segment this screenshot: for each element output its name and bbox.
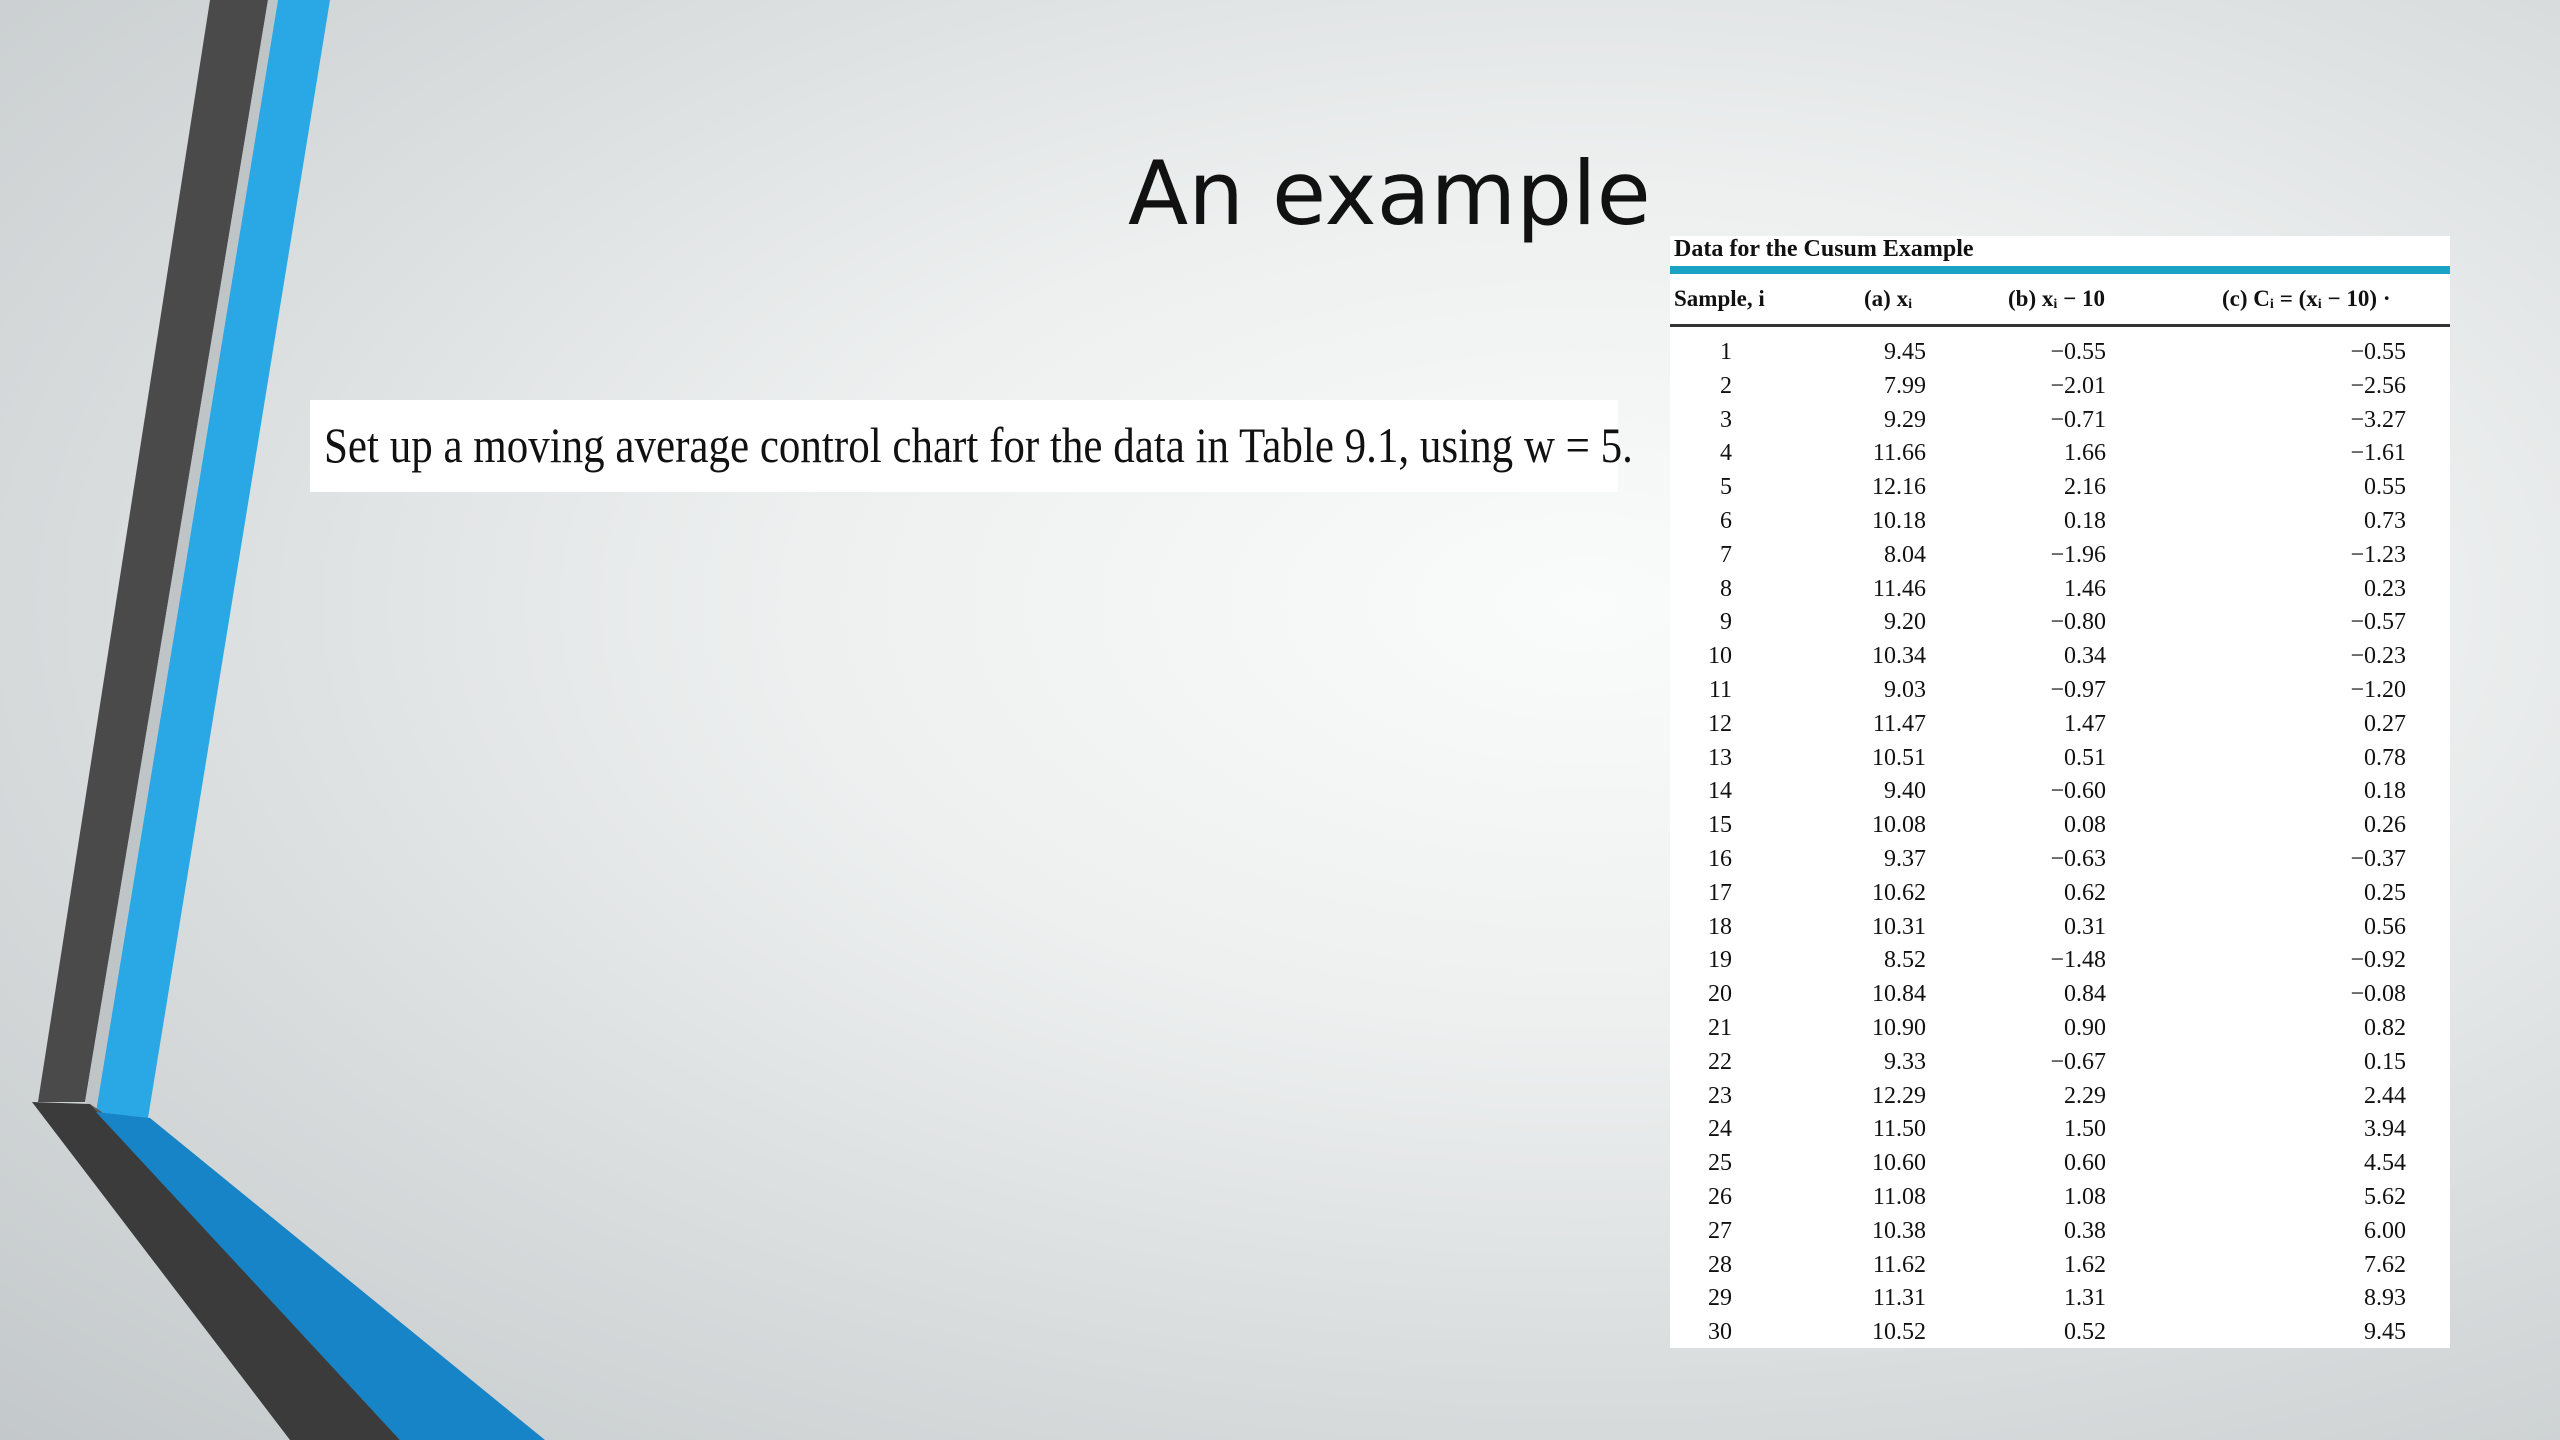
cell-x: 10.60 — [1872, 1150, 1926, 1177]
cell-x: 10.34 — [1872, 643, 1926, 670]
table-row — [1670, 809, 2450, 843]
cell-x: 10.38 — [1872, 1217, 1926, 1244]
table-row — [1670, 404, 2450, 438]
cell-x: 10.62 — [1872, 879, 1926, 906]
table-row — [1670, 1080, 2450, 1114]
cell-sample: 3 — [1720, 406, 1732, 433]
problem-statement: Set up a moving average control chart for the data in Table 9.1, using w = 5. — [324, 417, 1633, 473]
cell-cusum: 0.55 — [2364, 474, 2406, 501]
cell-cusum: 0.56 — [2364, 913, 2406, 940]
header-b: (b) xᵢ − 10 — [2008, 286, 2106, 311]
dark-diagonal-band — [32, 1102, 400, 1440]
cusum-data-table — [1670, 236, 2450, 1348]
cell-cusum: −2.56 — [2350, 372, 2406, 399]
cell-deviation: 0.34 — [2064, 643, 2106, 670]
cell-x: 10.31 — [1872, 913, 1926, 940]
cell-cusum: 9.45 — [2364, 1319, 2406, 1346]
cell-deviation: 1.31 — [2064, 1285, 2106, 1312]
cell-cusum: 5.62 — [2364, 1183, 2406, 1210]
table-row — [1670, 877, 2450, 911]
cell-deviation: 0.51 — [2064, 744, 2106, 771]
cell-x: 11.50 — [1872, 1116, 1926, 1143]
cell-sample: 16 — [1708, 845, 1732, 872]
table-row — [1670, 944, 2450, 978]
cell-cusum: −0.92 — [2350, 947, 2406, 974]
cell-deviation: −0.60 — [2050, 778, 2106, 805]
cell-x: 7.99 — [1884, 372, 1926, 399]
table-row — [1670, 640, 2450, 674]
cell-sample: 27 — [1708, 1217, 1732, 1244]
slide-title: An example — [1128, 142, 1651, 245]
cell-sample: 24 — [1708, 1116, 1732, 1143]
cell-deviation: 0.62 — [2064, 879, 2106, 906]
cell-x: 11.47 — [1872, 710, 1926, 737]
cell-deviation: 0.84 — [2064, 981, 2106, 1008]
cell-x: 11.66 — [1872, 440, 1926, 467]
table-row — [1670, 1113, 2450, 1147]
cell-cusum: −0.23 — [2350, 643, 2406, 670]
table-row — [1670, 1046, 2450, 1080]
cell-sample: 29 — [1708, 1285, 1732, 1312]
cell-sample: 22 — [1708, 1048, 1732, 1075]
header-a: (a) xᵢ — [1864, 286, 1913, 311]
table-row — [1670, 1181, 2450, 1215]
cell-sample: 5 — [1720, 474, 1732, 501]
table-row — [1670, 1215, 2450, 1249]
cell-deviation: 1.08 — [2064, 1183, 2106, 1210]
cell-x: 10.90 — [1872, 1014, 1926, 1041]
table-row — [1670, 775, 2450, 809]
cell-x: 12.16 — [1872, 474, 1926, 501]
problem-statement-box — [310, 400, 1633, 492]
cell-deviation: 1.46 — [2064, 575, 2106, 602]
cell-cusum: 0.23 — [2364, 575, 2406, 602]
cell-sample: 28 — [1708, 1251, 1732, 1278]
header-c: (c) Cᵢ = (xᵢ − 10) · — [2222, 286, 2391, 311]
cell-deviation: 0.60 — [2064, 1150, 2106, 1177]
table-row — [1670, 1316, 2450, 1350]
table-row — [1670, 1012, 2450, 1046]
cell-deviation: −0.71 — [2050, 406, 2106, 433]
table-row — [1670, 471, 2450, 505]
table-row — [1670, 437, 2450, 471]
cell-sample: 12 — [1708, 710, 1732, 737]
cell-sample: 20 — [1708, 981, 1732, 1008]
cell-sample: 30 — [1708, 1319, 1732, 1346]
cell-cusum: −0.57 — [2350, 609, 2406, 636]
cell-x: 10.18 — [1872, 507, 1926, 534]
cell-x: 8.52 — [1884, 947, 1926, 974]
cell-cusum: 0.73 — [2364, 507, 2406, 534]
cell-x: 9.03 — [1884, 676, 1926, 703]
cell-cusum: 0.25 — [2364, 879, 2406, 906]
cell-deviation: 0.38 — [2064, 1217, 2106, 1244]
cell-x: 10.51 — [1872, 744, 1926, 771]
cell-deviation: 1.62 — [2064, 1251, 2106, 1278]
cell-sample: 4 — [1720, 440, 1732, 467]
cell-deviation: 0.90 — [2064, 1014, 2106, 1041]
cell-deviation: 0.31 — [2064, 913, 2106, 940]
table-row — [1670, 336, 2450, 370]
cell-sample: 25 — [1708, 1150, 1732, 1177]
table-row — [1670, 539, 2450, 573]
cell-cusum: 0.18 — [2364, 778, 2406, 805]
cell-x: 9.20 — [1884, 609, 1926, 636]
cell-sample: 17 — [1708, 879, 1732, 906]
cell-deviation: −1.96 — [2050, 541, 2106, 568]
cell-cusum: −0.55 — [2350, 339, 2406, 365]
cell-cusum: 8.93 — [2364, 1285, 2406, 1312]
table-row — [1670, 505, 2450, 539]
table-row — [1670, 911, 2450, 945]
cell-x: 10.52 — [1872, 1319, 1926, 1346]
cell-cusum: 0.15 — [2364, 1048, 2406, 1075]
table-row — [1670, 843, 2450, 877]
cell-sample: 13 — [1708, 744, 1732, 771]
cell-cusum: 0.78 — [2364, 744, 2406, 771]
cell-deviation: 1.66 — [2064, 440, 2106, 467]
cell-sample: 23 — [1708, 1082, 1732, 1109]
cell-x: 11.46 — [1872, 575, 1926, 602]
cell-x: 12.29 — [1872, 1082, 1926, 1109]
cell-sample: 15 — [1708, 812, 1732, 839]
cell-sample: 19 — [1708, 947, 1732, 974]
cell-x: 11.31 — [1872, 1285, 1926, 1312]
cell-deviation: 2.16 — [2064, 474, 2106, 501]
cell-x: 8.04 — [1884, 541, 1926, 568]
header-sample: Sample, i — [1674, 286, 1765, 311]
cell-cusum: 3.94 — [2364, 1116, 2406, 1143]
table-caption: Data for the Cusum Example — [1674, 236, 1974, 262]
cell-cusum: −1.20 — [2350, 676, 2406, 703]
cell-deviation: 1.47 — [2064, 710, 2106, 737]
cell-x: 9.29 — [1884, 406, 1926, 433]
cell-cusum: 4.54 — [2364, 1150, 2406, 1177]
cell-sample: 21 — [1708, 1014, 1732, 1041]
cell-sample: 14 — [1708, 778, 1732, 805]
header-rule — [1670, 324, 2450, 327]
cell-cusum: 0.27 — [2364, 710, 2406, 737]
table-header-row — [1670, 286, 2450, 318]
cell-sample: 10 — [1708, 643, 1732, 670]
cell-x: 9.37 — [1884, 845, 1926, 872]
cell-deviation: 0.18 — [2064, 507, 2106, 534]
cell-sample: 8 — [1720, 575, 1732, 602]
cell-deviation: 1.50 — [2064, 1116, 2106, 1143]
cell-sample: 9 — [1720, 609, 1732, 636]
table-row — [1670, 1249, 2450, 1283]
cell-deviation: −0.55 — [2050, 339, 2106, 365]
cell-sample: 1 — [1720, 339, 1732, 365]
table-row — [1670, 978, 2450, 1012]
table-row — [1670, 674, 2450, 708]
cell-deviation: −0.63 — [2050, 845, 2106, 872]
table-body — [1670, 336, 2450, 1350]
cell-x: 9.45 — [1884, 339, 1926, 365]
cell-deviation: −0.97 — [2050, 676, 2106, 703]
cell-deviation: 0.52 — [2064, 1319, 2106, 1346]
cell-cusum: 2.44 — [2364, 1082, 2406, 1109]
cell-deviation: 2.29 — [2064, 1082, 2106, 1109]
cell-sample: 26 — [1708, 1183, 1732, 1210]
cell-sample: 2 — [1720, 372, 1732, 399]
cell-cusum: 0.26 — [2364, 812, 2406, 839]
table-row — [1670, 708, 2450, 742]
cell-x: 10.08 — [1872, 812, 1926, 839]
cell-cusum: 7.62 — [2364, 1251, 2406, 1278]
cell-cusum: −1.61 — [2350, 440, 2406, 467]
cell-x: 10.84 — [1872, 981, 1926, 1008]
table-row — [1670, 1282, 2450, 1316]
table-row — [1670, 573, 2450, 607]
cell-sample: 7 — [1720, 541, 1732, 568]
table-row — [1670, 606, 2450, 640]
table-accent-rule — [1670, 266, 2450, 274]
table-row — [1670, 742, 2450, 776]
cell-cusum: −0.37 — [2350, 845, 2406, 872]
cell-sample: 11 — [1708, 676, 1732, 703]
cell-deviation: −0.80 — [2050, 609, 2106, 636]
cell-x: 9.40 — [1884, 778, 1926, 805]
cell-sample: 6 — [1720, 507, 1732, 534]
cell-cusum: −0.08 — [2350, 981, 2406, 1008]
cell-cusum: −1.23 — [2350, 541, 2406, 568]
cell-x: 9.33 — [1884, 1048, 1926, 1075]
cell-x: 11.62 — [1872, 1251, 1926, 1278]
table-row — [1670, 1147, 2450, 1181]
cell-deviation: −1.48 — [2050, 947, 2106, 974]
cell-deviation: −2.01 — [2050, 372, 2106, 399]
cell-sample: 18 — [1708, 913, 1732, 940]
table-row — [1670, 370, 2450, 404]
cell-cusum: −3.27 — [2350, 406, 2406, 433]
cell-deviation: 0.08 — [2064, 812, 2106, 839]
cell-deviation: −0.67 — [2050, 1048, 2106, 1075]
light-gap-stripe — [85, 0, 278, 1112]
cell-cusum: 0.82 — [2364, 1014, 2406, 1041]
cell-cusum: 6.00 — [2364, 1217, 2406, 1244]
cell-x: 11.08 — [1872, 1183, 1926, 1210]
